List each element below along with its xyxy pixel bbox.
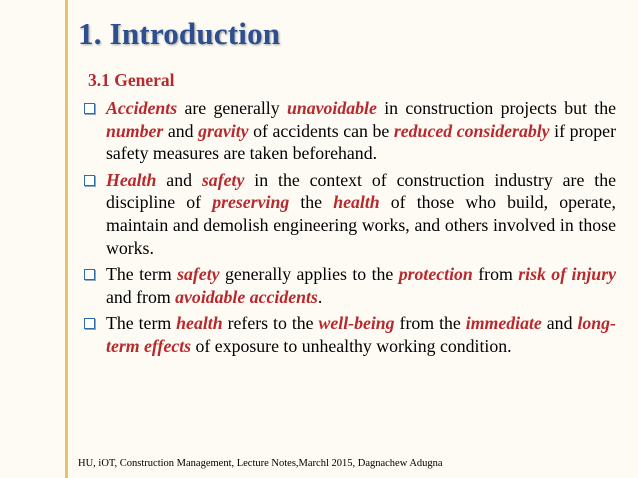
checkbox-bullet-icon (84, 269, 95, 280)
checkbox-bullet-icon (84, 175, 95, 186)
bullet-item (82, 263, 616, 308)
bullet-text: The term health refers to the well-being from the immediate and long-term effects of exposure to unhealthy working condition. (106, 313, 616, 356)
checkbox-bullet-icon (84, 103, 95, 114)
section-heading: 3.1 General (88, 70, 175, 90)
bullet-item (82, 97, 616, 165)
bullet-text: Accidents are generally unavoidable in construction projects but the number and gravity of accidents can be reduced considerably if proper safety measures are taken beforehand. (106, 98, 616, 164)
bullet-text: The term safety generally applies to the protection from risk of injury and from avoidable accidents. (106, 264, 617, 307)
slide-title: 1. Introduction (78, 16, 281, 51)
bullet-list (82, 97, 616, 362)
bullet-item (82, 312, 616, 357)
footer-credits: HU, iOT, Construction Management, Lecture Notes,Marchl 2015, Dagnachew Adugna (78, 458, 443, 469)
bullet-item (82, 169, 616, 259)
left-accent-rule (65, 0, 68, 478)
bullet-text: Health and safety in the context of construction industry are the discipline of preserving the health of those who build, operate, maintain and demolish engineering works, and others involved in those works. (106, 169, 616, 258)
checkbox-bullet-icon (84, 318, 95, 329)
